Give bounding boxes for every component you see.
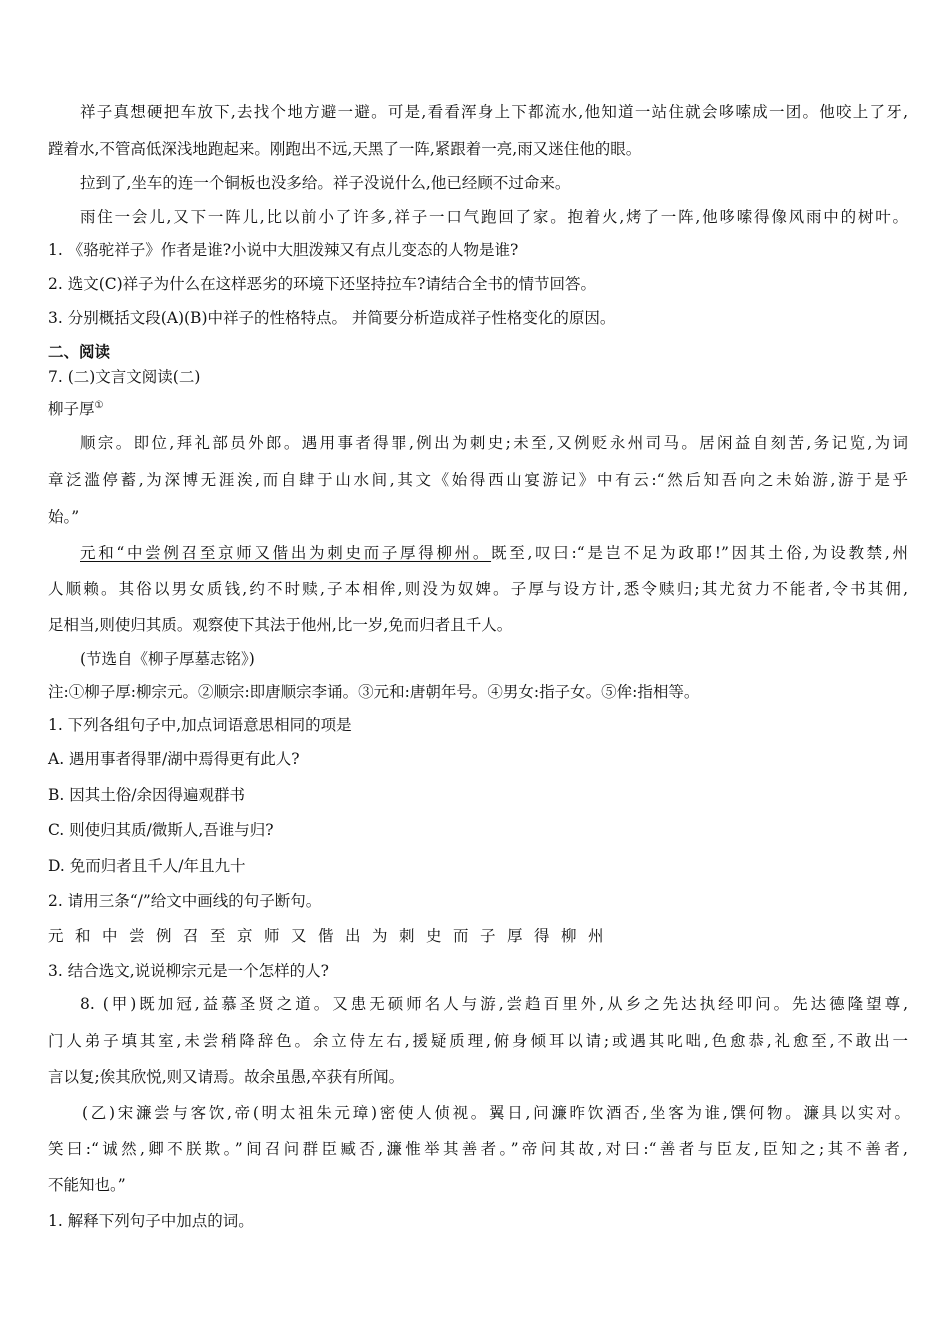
passage-c-line: 蹚着水,不管高低深浅地跑起来。刚跑出不远,天黑了一阵,紧跟着一亮,雨又迷住他的眼。 [48,140,642,158]
passage-jia-line: 8. (甲)既加冠,益慕圣贤之道。又患无硕师名人与游,尝趋百里外,从乡之先达执经叩问。先达德隆望尊, [80,995,908,1013]
question-7-1: 1. 下列各组句子中,加点词语意思相同的项是 [48,716,352,734]
option-b: B. 因其土俗/余因得遍观群书 [48,786,245,804]
footnote-marker: ① [94,400,104,411]
passage-yi-line: 笑曰:“诚然,卿不朕欺。”间召问群臣臧否,濂惟举其善者。”帝问其故,对曰:“善者与臣友,臣知之;其不善者, [48,1140,908,1158]
passage-c-line: 雨住一会儿,又下一阵儿,比以前小了许多,祥子一口气跑回了家。抱着火,烤了一阵,他哆嗦得像风雨中的树叶。 [80,208,908,226]
section-heading: 二、阅读 [48,342,111,361]
question-7-title: 7. (二)文言文阅读(二) [48,368,201,386]
paragraph-text: 既至,叹曰:“是岂不足为政耶!”因其土俗,为设教禁,州 [491,544,908,562]
question-7-2: 2. 请用三条“/”给文中画线的句子断句。 [48,892,322,910]
sentence-to-punctuate: 元和中尝例召至京师又偕出为刺史而子厚得柳州 [48,927,616,945]
passage-jia-line: 言以复;俟其欣悦,则又请焉。故余虽愚,卒获有所闻。 [48,1068,405,1086]
question-7-3: 3. 结合选文,说说柳宗元是一个怎样的人? [48,962,329,980]
option-d: D. 免而归者且千人/年且九十 [48,857,246,875]
question-6-1: 1. 《骆驼祥子》作者是谁?小说中大胆泼辣又有点儿变态的人物是谁? [48,241,519,259]
passage-source: (节选自《柳子厚墓志铭》) [80,650,255,668]
option-a: A. 遇用事者得罪/湖中焉得更有此人? [48,750,300,768]
passage-c-line: 祥子真想硬把车放下,去找个地方避一避。可是,看看浑身上下都流水,他知道一站住就会哆嗦成一团。他咬上了牙, [80,103,908,121]
option-c: C. 则使归其质/微斯人,吾谁与归? [48,821,274,839]
classical-paragraph-line: 人顺赖。其俗以男女质钱,约不时赎,子本相侔,则没为奴婢。子厚与设方计,悉令赎归;其尤贫力不能者,令书其佣, [48,580,908,598]
underlined-sentence: 元和“中尝例召至京师又偕出为刺史而子厚得柳州。 [80,544,492,562]
question-8-1: 1. 解释下列句子中加点的词。 [48,1212,254,1230]
classical-paragraph-line: 足相当,则使归其质。观察使下其法于他州,比一岁,免而归者且千人。 [48,616,513,634]
passage-yi-line: (乙)宋濂尝与客饮,帝(明太祖朱元璋)密使人侦视。翼日,问濂昨饮酒否,坐客为谁,馔何物。濂具以实对。 [82,1104,910,1122]
passage-jia-line: 门人弟子填其室,未尝稍降辞色。余立侍左右,援疑质理,俯身倾耳以请;或遇其叱咄,色愈恭,礼愈至,不敢出一 [48,1032,908,1050]
passage-c-line: 拉到了,坐车的连一个铜板也没多给。祥子没说什么,他已经顾不过命来。 [80,174,571,192]
question-6-3: 3. 分别概括文段(A)(B)中祥子的性格特点。 并简要分析造成祥子性格变化的原因。 [48,309,616,327]
passage-title [48,398,908,420]
question-6-2: 2. 选文(C)祥子为什么在这样恶劣的环境下还坚持拉车?请结合全书的情节回答。 [48,275,596,293]
annotations: 注:①柳子厚:柳宗元。②顺宗:即唐顺宗李诵。③元和:唐朝年号。④男女:指子女。⑤侔:指相等。 [48,683,700,701]
classical-paragraph-line: 顺宗。即位,拜礼部员外郎。遇用事者得罪,例出为刺史;未至,又例贬永州司马。居闲益自刻苦,务记览,为词 [80,434,908,452]
passage-title-text: 柳子厚 [48,400,95,418]
passage-yi-line: 不能知也。” [48,1176,126,1194]
classical-paragraph-line: 始。” [48,508,80,526]
classical-paragraph-line: 章泛滥停蓄,为深博无涯涘,而自肆于山水间,其文《始得西山宴游记》中有云:“然后知吾向之未始游,游于是乎 [48,471,908,489]
classical-paragraph-line [80,542,908,564]
